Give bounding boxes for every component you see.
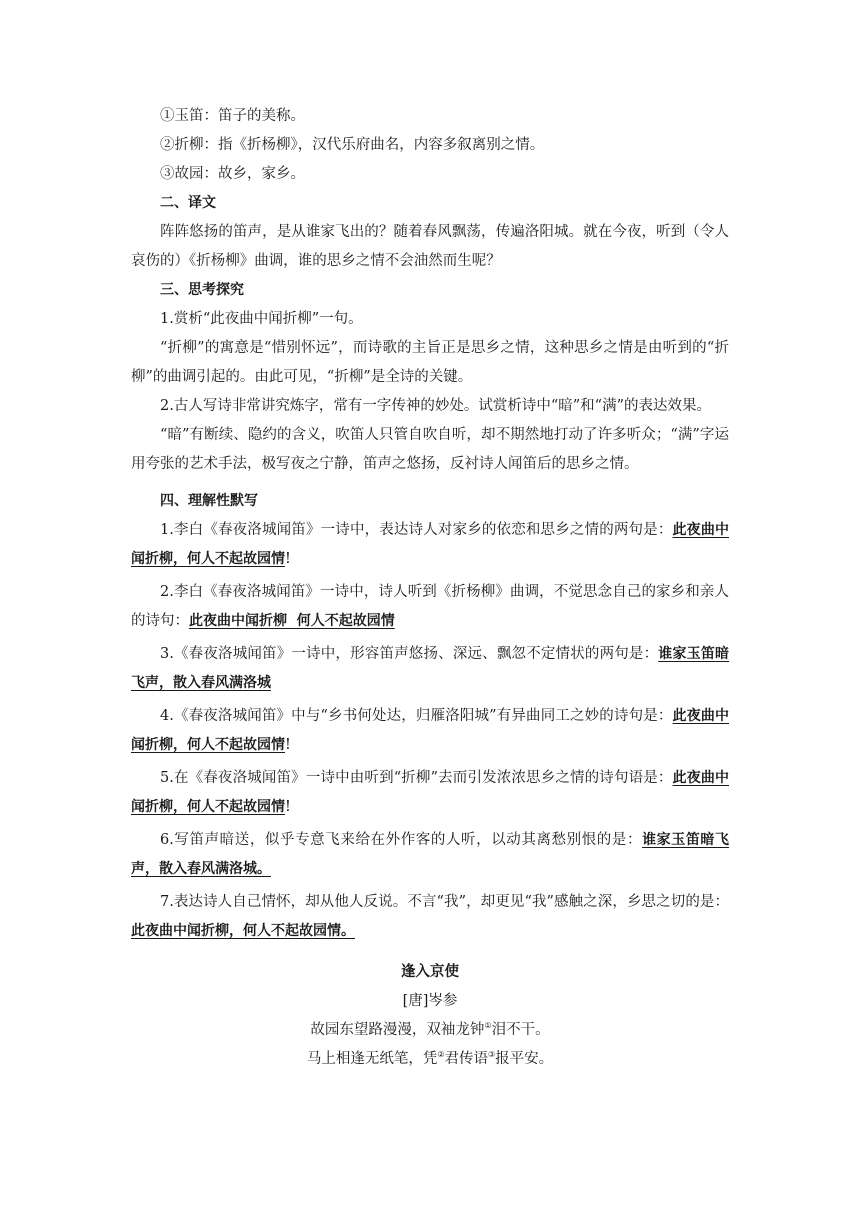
inquiry-answer-1: “折柳”的寓意是“惜别怀远”，而诗歌的主旨正是思乡之情，这种思乡之情是由听到的“折柳”的曲调引起的。由此可见，“折柳”是全诗的关键。 <box>131 340 729 385</box>
translation-text: 阵阵悠扬的笛声，是从谁家飞出的？随着春风飘荡，传遍洛阳城。就在今夜，听到（令人哀伤的）《折杨柳》曲调，谁的思乡之情不会油然而生呢？ <box>131 224 729 269</box>
dictation-answer: 此夜曲中闻折柳，何人不起故园情 <box>131 522 730 567</box>
dictation-question: 1.李白《春夜洛城闻笛》一诗中，表达诗人对家乡的依恋和思乡之情的两句是： <box>160 522 673 538</box>
poem-line-2 <box>131 1045 729 1074</box>
section-heading-translation: 二、译文 <box>160 195 216 211</box>
dictation-question: 4.《春夜洛城闻笛》中与“乡书何处达，归雁洛阳城”有异曲同工之妙的诗句是： <box>160 708 673 724</box>
dictation-end: ! <box>285 799 291 815</box>
poem-line-1-text-b: 泪不干。 <box>491 1022 550 1038</box>
dictation-end: ! <box>285 737 291 753</box>
footnote-marker-1: ① <box>484 1021 492 1031</box>
dictation-answer: 此夜曲中闻折柳，何人不起故园情 <box>131 770 729 815</box>
inquiry-question-1: 1.赏析“此夜曲中闻折柳”一句。 <box>160 311 363 327</box>
dictation-answer: 谁家玉笛暗飞声，散入春风满洛城 <box>131 646 729 691</box>
poem-title: 逢入京使 <box>401 964 459 980</box>
dictation-question: 6.写笛声暗送，似乎专意飞来给在外作客的人听，以动其离愁别恨的是： <box>160 832 643 848</box>
document-content <box>131 102 729 1074</box>
poem-line-2-text-b: 君传语 <box>444 1051 488 1067</box>
dictation-answer: 谁家玉笛暗飞声，散入春风满洛城。 <box>131 832 729 877</box>
poem-line-2-text-c: 报平安。 <box>495 1051 554 1067</box>
dictation-item <box>131 578 729 636</box>
footnote-marker-2: ② <box>437 1050 445 1060</box>
dictation-end: ! <box>285 551 291 567</box>
dictation-question: 3.《春夜洛城闻笛》一诗中，形容笛声悠扬、深远、飘忽不定情状的两句是： <box>160 646 659 662</box>
dictation-item <box>131 640 729 698</box>
poem-line-2-text-a: 马上相逢无纸笔，凭 <box>306 1051 438 1067</box>
note-2: ②折柳：指《折杨柳》，汉代乐府曲名，内容多叙离别之情。 <box>160 137 545 153</box>
poem-line-1-text-a: 故园东望路漫漫，双袖龙钟 <box>310 1022 485 1038</box>
dictation-answer: 此夜曲中闻折柳 何人不起故园情 <box>189 613 395 629</box>
dictation-answer: 此夜曲中闻折柳，何人不起故园情 <box>131 708 729 753</box>
dictation-item <box>131 516 729 574</box>
note-1: ①玉笛：笛子的美称。 <box>160 108 305 124</box>
dictation-question: 5.在《春夜洛城闻笛》一诗中由听到“折柳”去而引发浓浓思乡之情的诗句语是： <box>160 770 673 786</box>
dictation-item <box>131 764 729 822</box>
dictation-item <box>131 888 729 946</box>
footnote-marker-3: ③ <box>488 1050 496 1060</box>
inquiry-question-2: 2.古人写诗非常讲究炼字，常有一字传神的妙处。试赏析诗中“暗”和“满”的表达效果。 <box>160 398 711 414</box>
inquiry-answer-2: “暗”有断续、隐约的含义，吹笛人只管自吹自听，却不期然地打动了许多听众；“满”字运用夸张的艺术手法，极写夜之宁静，笛声之悠扬，反衬诗人闻笛后的思乡之情。 <box>131 427 729 472</box>
dictation-question: 7.表达诗人自己情怀，却从他人反说。不言“我”，却更见“我”感触之深，乡思之切的是： <box>160 894 729 910</box>
dictation-question: 2.李白《春夜洛城闻笛》一诗中，诗人听到《折杨柳》曲调，不觉思念自己的家乡和亲人的诗句： <box>131 584 729 629</box>
section-heading-inquiry: 三、思考探究 <box>160 282 244 298</box>
note-3: ③故园：故乡，家乡。 <box>160 166 305 182</box>
dictation-list <box>131 516 729 946</box>
dictation-item <box>131 826 729 884</box>
dictation-answer: 此夜曲中闻折柳，何人不起故园情。 <box>131 923 355 939</box>
poem-author: [唐]岑参 <box>402 993 458 1009</box>
dictation-item <box>131 702 729 760</box>
section-heading-dictation: 四、理解性默写 <box>160 493 258 509</box>
poem-line-1 <box>131 1016 729 1045</box>
